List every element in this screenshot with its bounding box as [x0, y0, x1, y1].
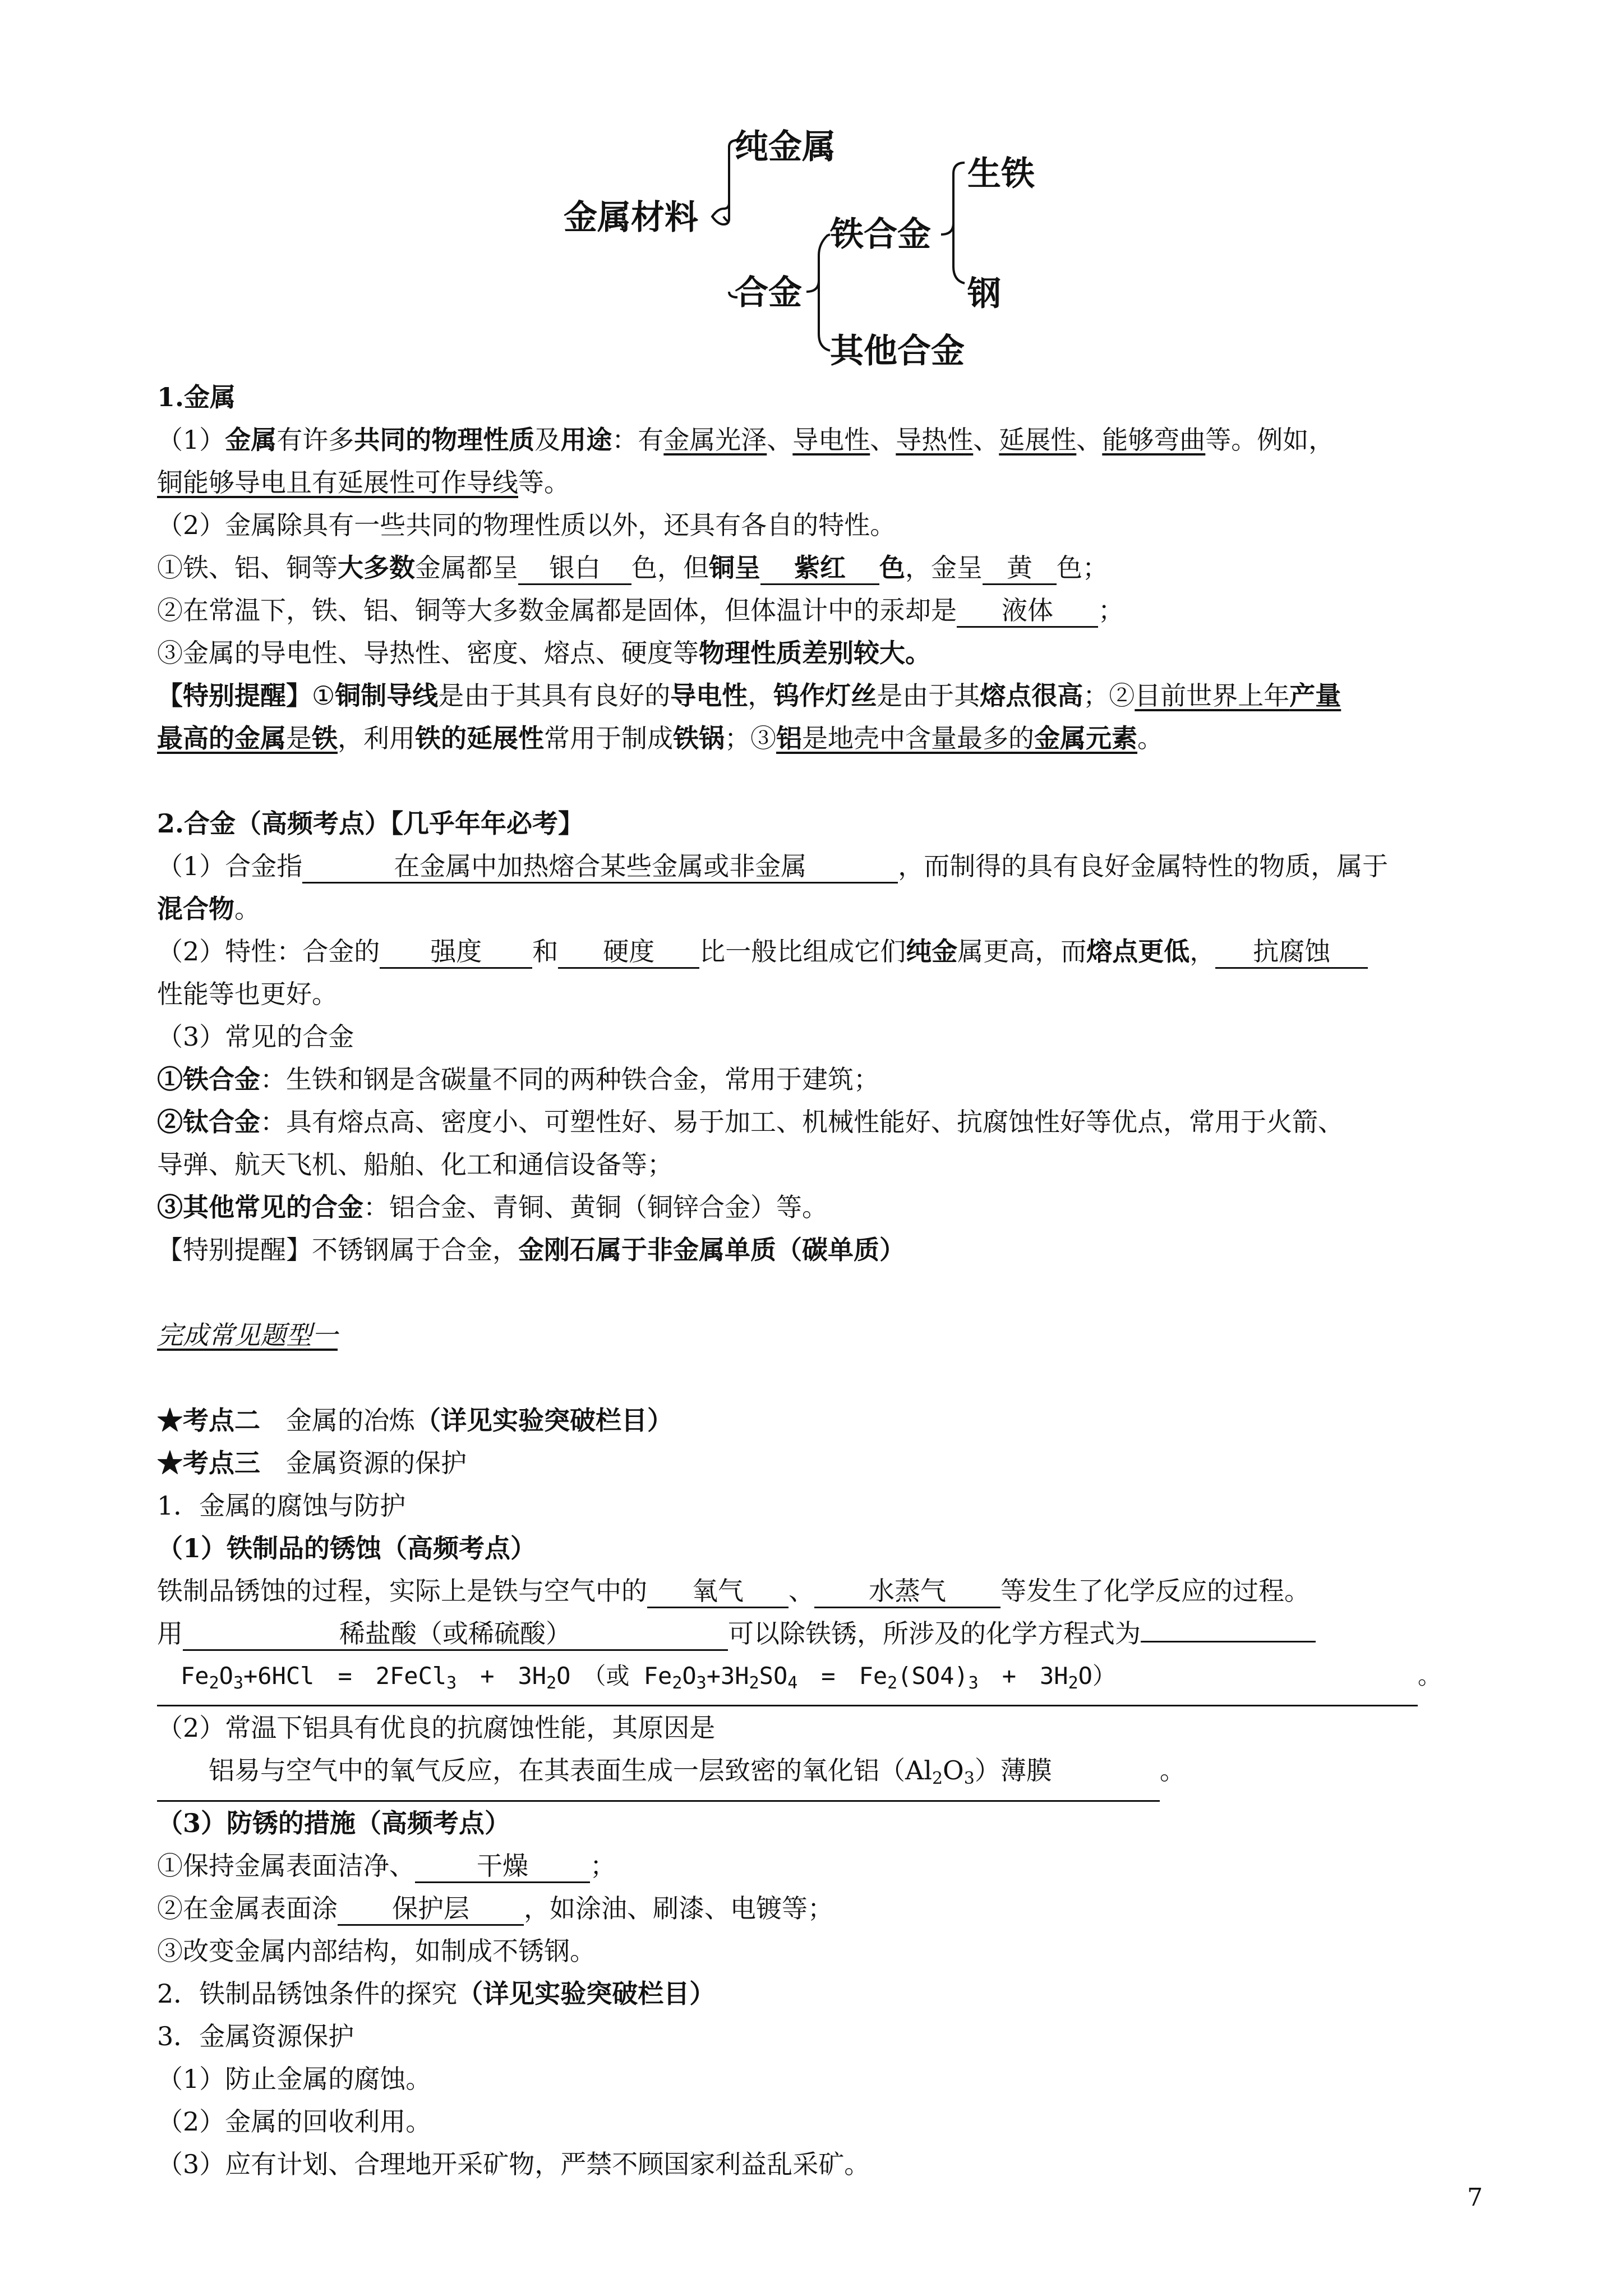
text: ， — [748, 680, 774, 711]
text: ①铁、铝、铜等 — [157, 553, 338, 583]
s2-paragraph-5 — [157, 1101, 1492, 1143]
s1-paragraph-2: （2）金属除具有一些共同的物理性质以外，还具有各自的特性。 — [157, 510, 896, 540]
text: 。 — [1159, 1755, 1186, 1786]
text: （详见实验突破栏目） — [457, 1978, 716, 2009]
text: 铁制品锈蚀的过程，实际上是铁与空气中的 — [157, 1576, 647, 1606]
text: 2 — [887, 1673, 898, 1693]
text: ②在常温下，铁、铝、铜等大多数金属都是固体，但体温计中的汞却是 — [157, 595, 957, 625]
s2-paragraph-3: （3）常见的合金 — [157, 1022, 354, 1052]
text: 导电性 — [670, 680, 748, 711]
s3-paragraph-3: （2）常温下铝具有优良的抗腐蚀性能，其原因是 — [157, 1713, 716, 1743]
s3-resource-1: （1）防止金属的腐蚀。 — [157, 2064, 432, 2094]
text: 2 — [1068, 1673, 1078, 1693]
text: ；③ — [725, 723, 776, 753]
text: 金属的冶炼 — [286, 1405, 415, 1435]
fill-blank-empty — [1141, 1641, 1316, 1642]
text: ，利用 — [338, 723, 415, 753]
text: （2）特性：合金的 — [157, 936, 380, 967]
text: 2．铁制品锈蚀条件的探究 — [157, 1978, 458, 2009]
s3-measure-2 — [157, 1887, 1492, 1930]
s2-paragraph-1-cont — [157, 887, 1492, 930]
text: 、 — [973, 425, 999, 455]
text: ，而制得的具有良好金属特性的物质，属于 — [898, 851, 1389, 881]
s3-heading-3: （3）防锈的措施（高频考点） — [157, 1808, 511, 1838]
bracket-alloy — [819, 234, 830, 255]
text: 金属 — [225, 425, 277, 455]
text: ：铝合金、青铜、黄铜（铜锌合金）等。 — [363, 1192, 828, 1222]
text: ）薄膜 — [974, 1755, 1052, 1786]
text: ★考点三 — [157, 1448, 260, 1478]
key-point-3 — [157, 1442, 1492, 1484]
text: 、 — [870, 425, 896, 455]
bracket-iron-alloy — [953, 174, 965, 283]
text: 2 — [932, 1769, 943, 1788]
text: 是由于其具有良好的 — [438, 680, 671, 711]
s2-paragraph-5-cont: 导弹、航天飞机、船舶、化工和通信设备等； — [157, 1149, 673, 1180]
text: 产量 — [1289, 680, 1341, 711]
tree-alloy: 合金 — [735, 273, 802, 312]
document-body — [157, 376, 1492, 2185]
text: 有许多 — [276, 425, 354, 455]
s3-heading-1: 1．金属的腐蚀与防护 — [157, 1490, 406, 1521]
text: 比一般比组成它们 — [699, 936, 906, 967]
s2-paragraph-2-cont: 性能等也更好。 — [157, 979, 338, 1009]
fill-blank: 氧气 — [647, 1575, 789, 1608]
s1-paragraph-3 — [157, 546, 1492, 589]
text: 3 — [446, 1673, 457, 1693]
key-point-2 — [157, 1399, 1492, 1442]
fill-blank: 黄 — [983, 552, 1057, 585]
s2-paragraph-6 — [157, 1186, 1492, 1228]
s3-equation — [157, 1655, 1492, 1706]
text: +6HCl = 2FeCl — [243, 1662, 447, 1690]
fill-blank: 液体 — [957, 595, 1098, 628]
fill-blank: 紫红 — [760, 552, 879, 585]
text: ①保持金属表面洁净、 — [157, 1851, 415, 1881]
text: 铁锅 — [673, 723, 725, 753]
fill-blank: 保护层 — [338, 1893, 524, 1926]
text: + 3H — [978, 1662, 1068, 1690]
fill-blank: 银白 — [518, 552, 631, 585]
fill-blank: 水蒸气 — [814, 1575, 1000, 1608]
text: 3 — [968, 1673, 979, 1693]
text: 色 — [879, 553, 905, 583]
equation-blank — [157, 1655, 1418, 1706]
text: 大多数 — [338, 553, 415, 583]
text: 。 — [1137, 723, 1163, 753]
bracket-root — [712, 146, 729, 224]
tree-iron-alloy: 铁合金 — [830, 215, 931, 254]
text: 混合物 — [157, 894, 234, 924]
s2-paragraph-4 — [157, 1058, 1492, 1101]
tree-other-alloy: 其他合金 — [830, 332, 965, 371]
exercise-text: 完成常见题型一 — [157, 1320, 338, 1350]
text: （1） — [157, 425, 225, 455]
text: 、 — [767, 425, 793, 455]
text: 【特别提醒】 — [157, 680, 312, 711]
text: 导电性 — [792, 425, 870, 455]
text: 金属光泽 — [663, 425, 767, 455]
text: +3H — [706, 1662, 749, 1690]
fill-blank: 抗腐蚀 — [1215, 936, 1368, 969]
text: 最高的金属 — [157, 723, 286, 753]
text: 铜制导线 — [335, 680, 439, 711]
text: 熔点更低 — [1086, 936, 1190, 967]
text: ；② — [1083, 680, 1135, 711]
text: O （或 Fe — [556, 1662, 672, 1690]
text: 铁的延展性 — [415, 723, 544, 753]
text: + 3H — [457, 1662, 547, 1690]
text: O — [943, 1755, 964, 1786]
s2-paragraph-2 — [157, 930, 1492, 973]
text: 共同的物理性质 — [354, 425, 535, 455]
text: ，金呈 — [905, 553, 983, 583]
text: O — [682, 1662, 697, 1690]
text: ① — [312, 680, 335, 711]
page-number: 7 — [1467, 2183, 1483, 2212]
tree-root: 金属材料 — [564, 198, 698, 237]
tree-brackets — [0, 0, 1623, 381]
text: 是由于其 — [877, 680, 980, 711]
text: 金属资源的保护 — [286, 1448, 467, 1478]
text: 和 — [532, 936, 559, 967]
answer-blank — [157, 1749, 1160, 1802]
text: ：有 — [612, 425, 664, 455]
text: = Fe — [797, 1662, 888, 1690]
text: 等发生了化学反应的过程。 — [1000, 1576, 1310, 1606]
fill-blank: 干燥 — [415, 1850, 590, 1883]
text: 金刚石属于非金属单质（碳单质） — [518, 1235, 905, 1265]
s2-tip — [157, 1228, 1492, 1271]
text: 3 — [233, 1673, 244, 1693]
text: 及 — [534, 425, 561, 455]
text: 铝易与空气中的氧气反应，在其表面生成一层致密的氧化铝（Al — [209, 1755, 932, 1786]
text: 物理性质差别较大。 — [699, 638, 931, 668]
s1-paragraph-5 — [157, 632, 1492, 674]
s1-tip-cont — [157, 717, 1492, 760]
s1-paragraph-1 — [157, 418, 1492, 461]
s3-heading-4 — [157, 1972, 1492, 2015]
text: 。 — [1418, 1662, 1442, 1690]
s3-paragraph-4 — [157, 1749, 1492, 1802]
s2-paragraph-1 — [157, 845, 1492, 887]
s3-heading-5: 3．金属资源保护 — [157, 2021, 354, 2051]
text: 3 — [963, 1769, 975, 1788]
text: 2 — [209, 1673, 219, 1693]
metal-materials-tree — [0, 0, 1623, 381]
s3-measure-1 — [157, 1844, 1492, 1887]
s1-paragraph-1-cont — [157, 461, 1492, 504]
text: 、 — [789, 1576, 814, 1606]
text: 色，但 — [631, 553, 709, 583]
text: 铜呈 — [709, 553, 760, 583]
text: 是 — [286, 723, 312, 753]
text: 。 — [234, 894, 260, 924]
text: 2 — [546, 1673, 557, 1693]
tree-steel: 钢 — [967, 274, 1001, 314]
exercise-link — [157, 1314, 1492, 1356]
section-2-title: 2.合金（高频考点）【几乎年年必考】 — [157, 808, 584, 839]
text: 2 — [672, 1673, 683, 1693]
text: ★考点二 — [157, 1405, 260, 1435]
text: ， — [1189, 936, 1216, 967]
text: 【特别提醒】不锈钢属于合金， — [157, 1235, 518, 1265]
text: 延展性 — [999, 425, 1077, 455]
tree-pig-iron: 生铁 — [967, 154, 1035, 194]
text: 4 — [787, 1673, 798, 1693]
text: ； — [590, 1851, 616, 1881]
tree-pure-metal: 纯金属 — [735, 127, 836, 167]
section-1-title: 1.金属 — [157, 382, 236, 412]
text: 用途 — [560, 425, 612, 455]
s1-paragraph-4 — [157, 589, 1492, 632]
s3-resource-2: （2）金属的回收利用。 — [157, 2106, 432, 2137]
text: Fe — [181, 1662, 209, 1690]
text: 金属都呈 — [415, 553, 518, 583]
s3-paragraph-1 — [157, 1570, 1492, 1612]
text: ，如涂油、刷漆、电镀等； — [524, 1893, 833, 1924]
text: ③金属的导电性、导热性、密度、熔点、硬度等 — [157, 638, 699, 668]
text: 熔点很高 — [980, 680, 1083, 711]
text: O） — [1078, 1662, 1116, 1690]
text: ：生铁和钢是含碳量不同的两种铁合金，常用于建筑； — [260, 1064, 879, 1094]
text: 等。例如， — [1205, 425, 1335, 455]
text: 常用于制成 — [544, 723, 673, 753]
text: 金属元素 — [1034, 723, 1137, 753]
s3-heading-2: （1）铁制品的锈蚀（高频考点） — [157, 1533, 537, 1563]
fill-blank: 稀盐酸（或稀硫酸） — [183, 1618, 728, 1651]
text: ②钛合金 — [157, 1107, 260, 1137]
s3-measure-3: ③改变金属内部结构，如制成不锈钢。 — [157, 1936, 596, 1966]
text: （详见实验突破栏目） — [415, 1405, 673, 1435]
text: 是地壳中含量最多的 — [802, 723, 1034, 753]
text: ①铁合金 — [157, 1064, 260, 1094]
text: 用 — [157, 1618, 183, 1649]
fill-blank: 硬度 — [558, 936, 699, 969]
text: ； — [1098, 595, 1124, 625]
text: ：具有熔点高、密度小、可塑性好、易于加工、机械性能好、抗腐蚀性好等优点，常用于火箭、 — [260, 1107, 1344, 1137]
text: 钨作灯丝 — [773, 680, 877, 711]
text: 等。 — [518, 467, 570, 498]
text: 2 — [749, 1673, 759, 1693]
fill-blank: 强度 — [380, 936, 532, 969]
text: 铁 — [312, 723, 338, 753]
text: 能够弯曲 — [1102, 425, 1206, 455]
text: 铝 — [776, 723, 802, 753]
text: ③其他常见的合金 — [157, 1192, 363, 1222]
text: 、 — [1076, 425, 1103, 455]
text: 可以除铁锈，所涉及的化学方程式为 — [728, 1618, 1141, 1649]
text: （1）合金指 — [157, 851, 303, 881]
s3-resource-3: （3）应有计划、合理地开采矿物，严禁不顾国家利益乱采矿。 — [157, 2149, 870, 2179]
text: 纯金 — [906, 936, 958, 967]
text: 3 — [696, 1673, 707, 1693]
text: SO — [759, 1662, 788, 1690]
text: 目前世界上年 — [1135, 680, 1290, 711]
text: 导热性 — [896, 425, 974, 455]
text: (SO4) — [897, 1662, 969, 1690]
text: 色； — [1057, 553, 1108, 583]
text: ②在金属表面涂 — [157, 1893, 338, 1924]
text: O — [219, 1662, 233, 1690]
s3-paragraph-2 — [157, 1612, 1492, 1655]
text: 铜能够导电且有延展性可作导线 — [157, 467, 518, 498]
text: 属更高，而 — [957, 936, 1087, 967]
s1-tip — [157, 674, 1492, 717]
fill-blank: 在金属中加热熔合某些金属或非金属 — [302, 850, 898, 884]
